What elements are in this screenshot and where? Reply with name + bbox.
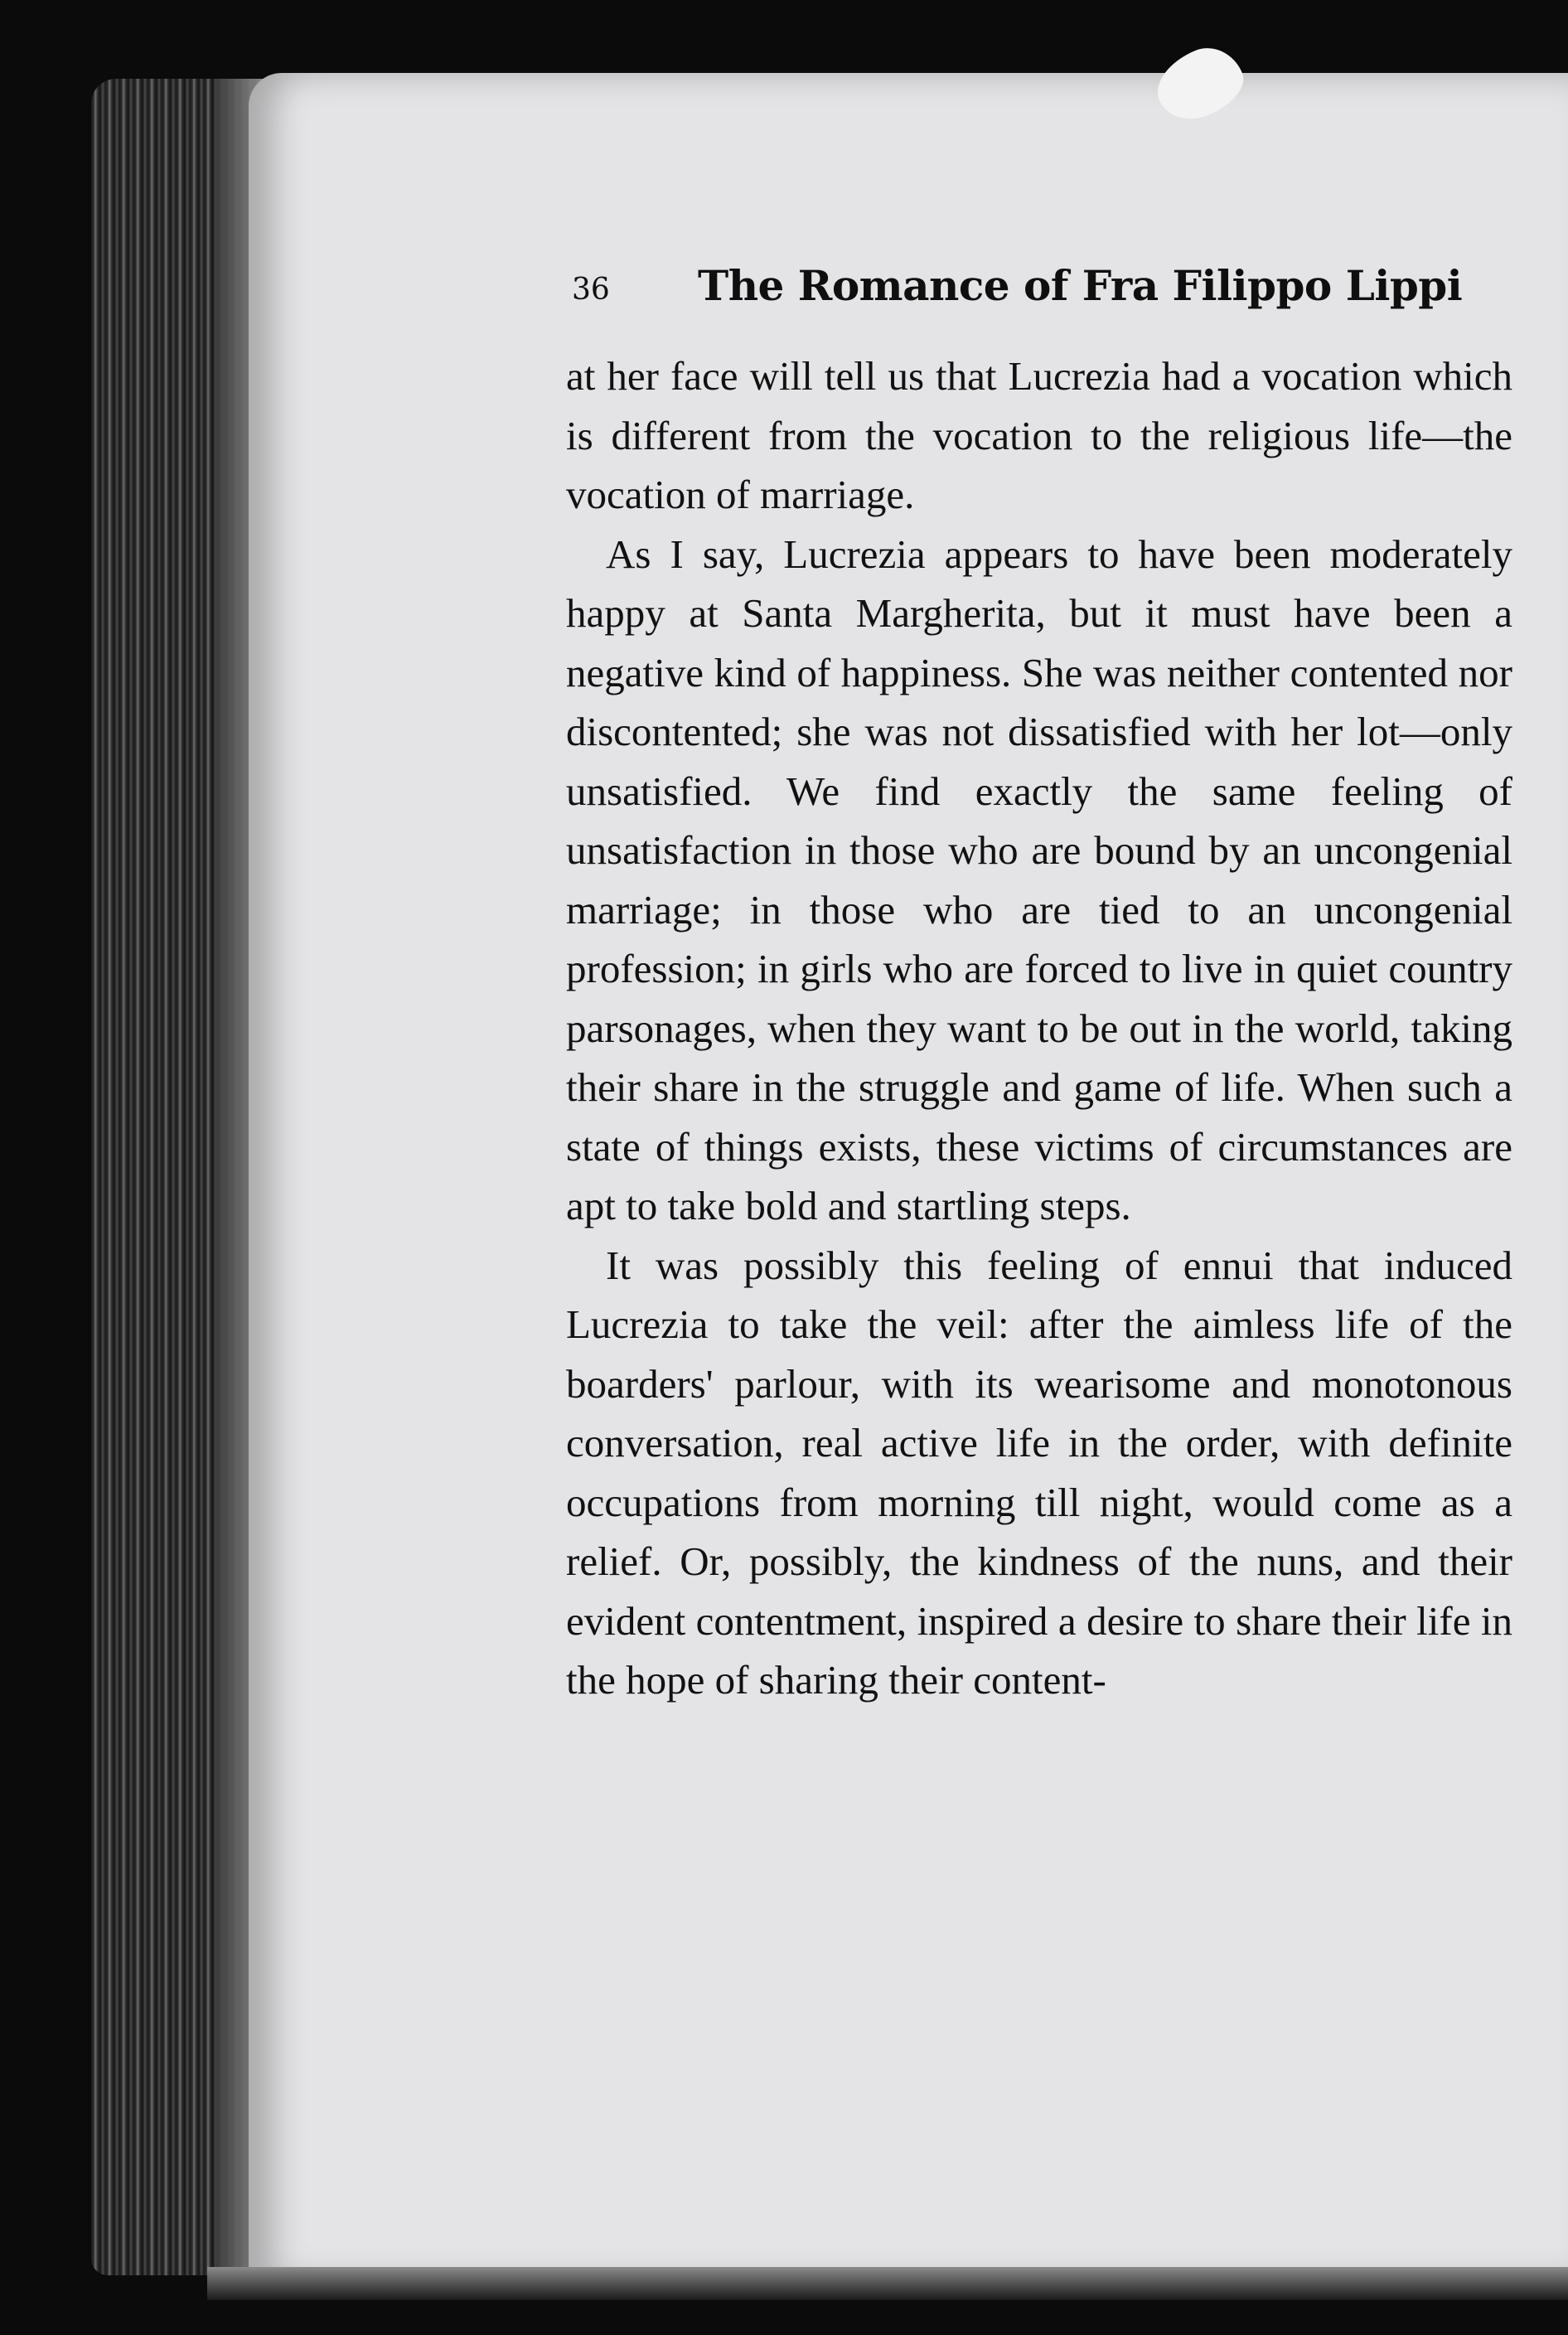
body-text (566, 346, 1512, 1710)
running-header (572, 261, 1525, 327)
page-number: 36 (572, 273, 610, 307)
running-title: The Romance of Fra Filippo Lippi (698, 261, 1463, 310)
paragraph: As I say, Lucrezia appears to have been moderately happy at Santa Margherita, but it must have been a negative kind of happiness. She was neither contented nor discontented; she was not dissatisfied with her lot—only unsatisfied. We find exactly the same feeling of unsatisfaction in those who are bound by an uncongenial marriage; in those who are tied to an uncongenial profession; in girls who are forced to live in quiet country parsonages, when they want to be out in the world, taking their share in the struggle and game of life. When such a state of things exists, these victims of circumstances are apt to take bold and startling steps. (566, 530, 1512, 1228)
paragraph: at her face will tell us that Lucrezia had a vocation which is different from the vocation to the religious life—the vocation of marriage. (566, 353, 1512, 517)
paragraph: It was possibly this feeling of ennui that induced Lucrezia to take the veil: after the aimless life of the boarders' parlour, with its wearisome and monotonous conversation, real active life in the order, with definite occupations from morning till night, would come as a relief. Or, possibly, the kindness of the nuns, and their evident contentment, inspired a desire to share their life in the hope of sharing their content- (566, 1242, 1512, 1703)
page-bottom-edge (207, 2267, 1568, 2300)
